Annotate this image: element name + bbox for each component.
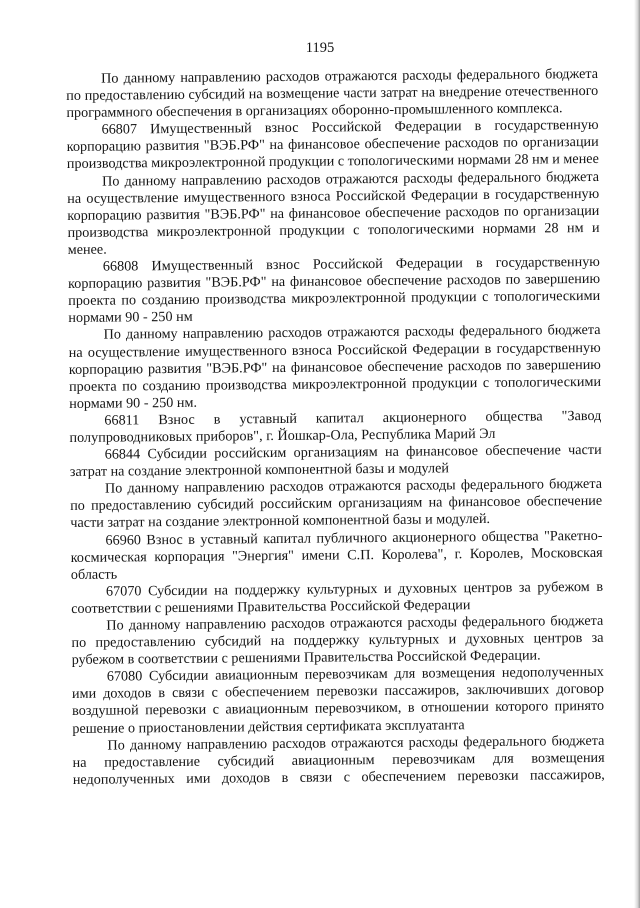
paragraph-code-66807: 66807 Имущественный взнос Российской Федерации в государственную корпорацию развития "ВЭБ.РФ" на финансовое обеспечение расходов по организации производства микроэлектронной продукции с топологическими нормами 28 нм и менее <box>66 117 599 173</box>
paragraph-66807-description: По данному направлению расходов отражаются расходы федерального бюджета на осуществление имущественного взноса Российской Федерации в государственную корпорацию развития "ВЭБ.РФ" на финансовое обеспечение расходов по организации производства микроэлектронной продукции с топологическими нормами 28 нм и менее. <box>67 168 600 258</box>
paragraph-66808-description: По данному направлению расходов отражаются расходы федерального бюджета на осуществление имущественного взноса Российской Федерации в государственную корпорацию развития "ВЭБ.РФ" на финансовое обеспечение расходов по завершению проекта по созданию производства микроэлектронной продукции с топологическими нормами 90 - 250 нм. <box>68 322 602 412</box>
paragraph-code-66960: 66960 Взнос в уставный капитал публичного акционерного общества "Ракетно-космическая корпорация "Энергия" имени С.П. Королева", г. Королев, Московская область <box>70 527 603 583</box>
scan-edge-shadow <box>634 0 640 908</box>
paragraph-code-67080: 67080 Субсидии авиационным перевозчикам для возмещения недополученных ими доходов в связи с обеспечением перевозки пассажиров, заключивших договор воздушной перевозки с авиационным перевозчиком, в отношении которого принято решение о приостановлении действия сертификата эксплуатанта <box>71 664 605 737</box>
paragraph-66844-description: По данному направлению расходов отражаются расходы федерального бюджета по предоставлению субсидий российским организациям на финансовое обеспечение части затрат на создание электронной компонентной базы и модулей. <box>70 476 603 532</box>
paragraph-code-66808: 66808 Имущественный взнос Российской Федерации в государственную корпорацию развития "ВЭБ.РФ" на финансовое обеспечение расходов по завершению проекта по созданию производства микроэлектронной продукции с топологическими нормами 90 - 250 нм <box>67 253 601 327</box>
paragraph-code-66811: 66811 Взнос в уставный капитал акционерного общества "Завод полупроводниковых приборов", г. Йошкар-Ола, Республика Марий Эл <box>69 407 602 446</box>
page-number: 1195 <box>305 40 335 56</box>
paragraph-intro-description: По данному направлению расходов отражаются расходы федерального бюджета по предоставлению субсидий на возмещение части затрат на внедрение отечественного программного обеспечения в организациях оборонно-промышленного комплекса. <box>66 65 599 122</box>
paragraph-code-67070: 67070 Субсидии на поддержку культурных и духовных центров за рубежом в соответствии с решениями Правительства Российской Федерации <box>71 578 604 617</box>
paragraph-67070-description: По данному направлению расходов отражаются расходы федерального бюджета по предоставлению субсидий на поддержку культурных и духовных центров за рубежом в соответствии с решениями Правительства Российской Федерации. <box>71 612 604 669</box>
paragraph-67080-description: По данному направлению расходов отражаются расходы федерального бюджета на предоставление субсидий авиационным перевозчикам для возмещения недополученных ими доходов в связи с обеспечением перевозки пассажиров, <box>72 732 605 788</box>
paragraph-code-66844: 66844 Субсидии российским организациям на финансовое обеспечение части затрат на создание электронной компонентной базы и модулей <box>69 441 602 481</box>
document-body <box>66 66 605 789</box>
